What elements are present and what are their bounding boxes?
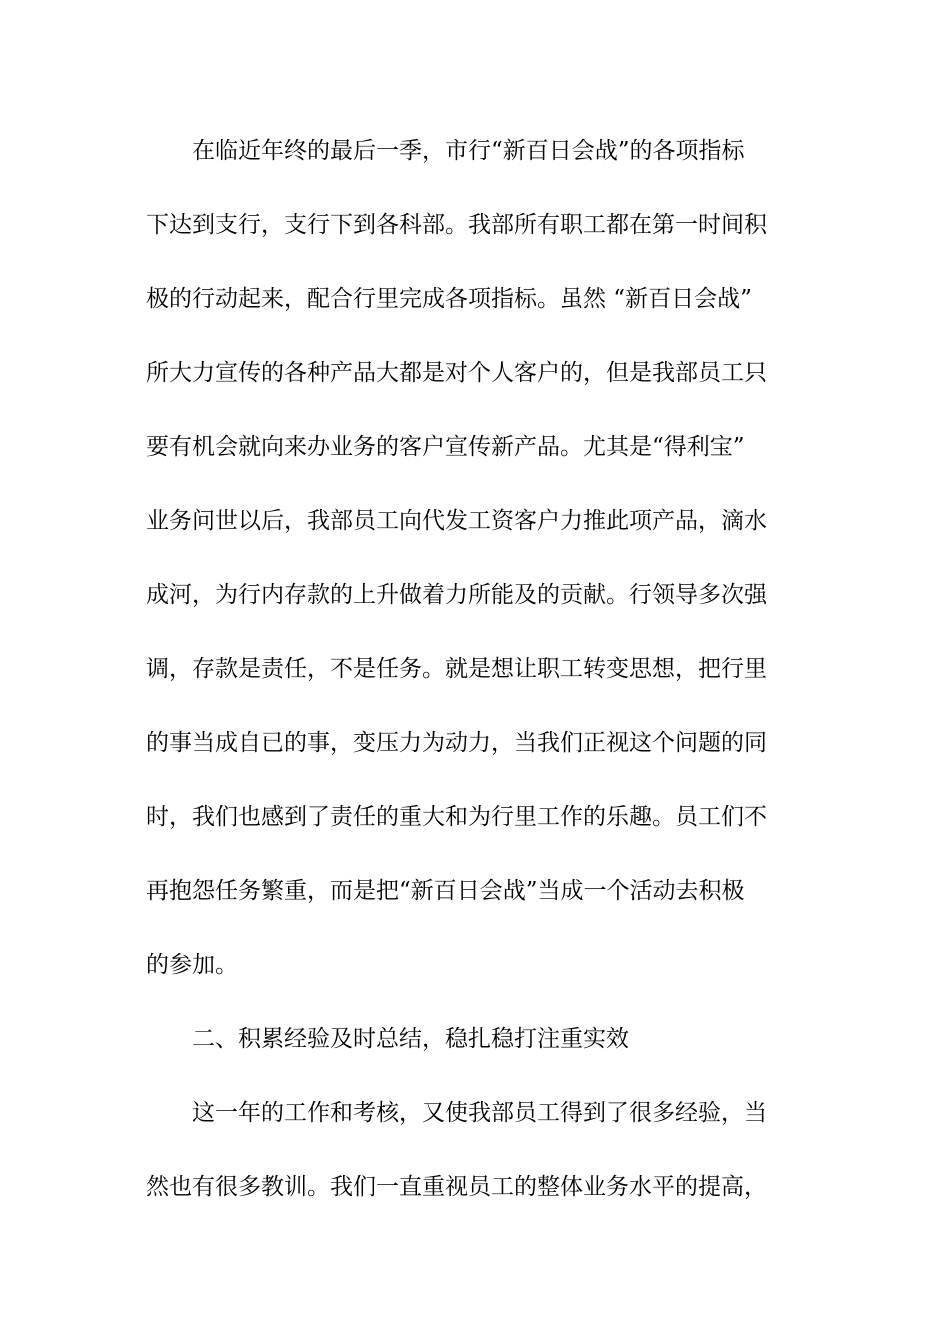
paragraph-1-line-9: 的事当成自已的事，变压力为动力，当我们正视这个问题的同: [146, 730, 767, 756]
paragraph-1-line-11: 再抱怨任务繁重，而是把“新百日会战”当成一个活动去积极: [146, 878, 745, 904]
paragraph-2-line-2: 然也有很多教训。我们一直重视员工的整体业务水平的提高，: [146, 1174, 767, 1200]
section-heading-2: 二、积累经验及时总结，稳扎稳打注重实效: [192, 1026, 629, 1052]
paragraph-1-line-10: 时，我们也感到了责任的重大和为行里工作的乐趣。员工们不: [146, 804, 767, 830]
paragraph-1-line-12: 的参加。: [146, 952, 238, 978]
paragraph-1-line-7: 成河，为行内存款的上升做着力所能及的贡献。行领导多次强: [146, 582, 767, 608]
paragraph-1-line-4: 所大力宣传的各种产品大都是对个人客户的，但是我部员工只: [146, 360, 767, 386]
paragraph-1-line-5: 要有机会就向来办业务的客户宣传新产品。尤其是“得利宝”: [146, 434, 745, 460]
paragraph-2-line-1: 这一年的工作和考核，又使我部员工得到了很多经验，当: [192, 1100, 767, 1126]
paragraph-1-line-3: 极的行动起来，配合行里完成各项指标。虽然 “新百日会战”: [146, 286, 752, 312]
paragraph-1-line-2: 下达到支行，支行下到各科部。我部所有职工都在第一时间积: [146, 212, 767, 238]
paragraph-1-line-8: 调，存款是责任，不是任务。就是想让职工转变思想，把行里: [146, 656, 767, 682]
paragraph-1-line-6: 业务问世以后，我部员工向代发工资客户力推此项产品，滴水: [146, 508, 767, 534]
paragraph-1-line-1: 在临近年终的最后一季，市行“新百日会战”的各项指标: [192, 138, 745, 164]
